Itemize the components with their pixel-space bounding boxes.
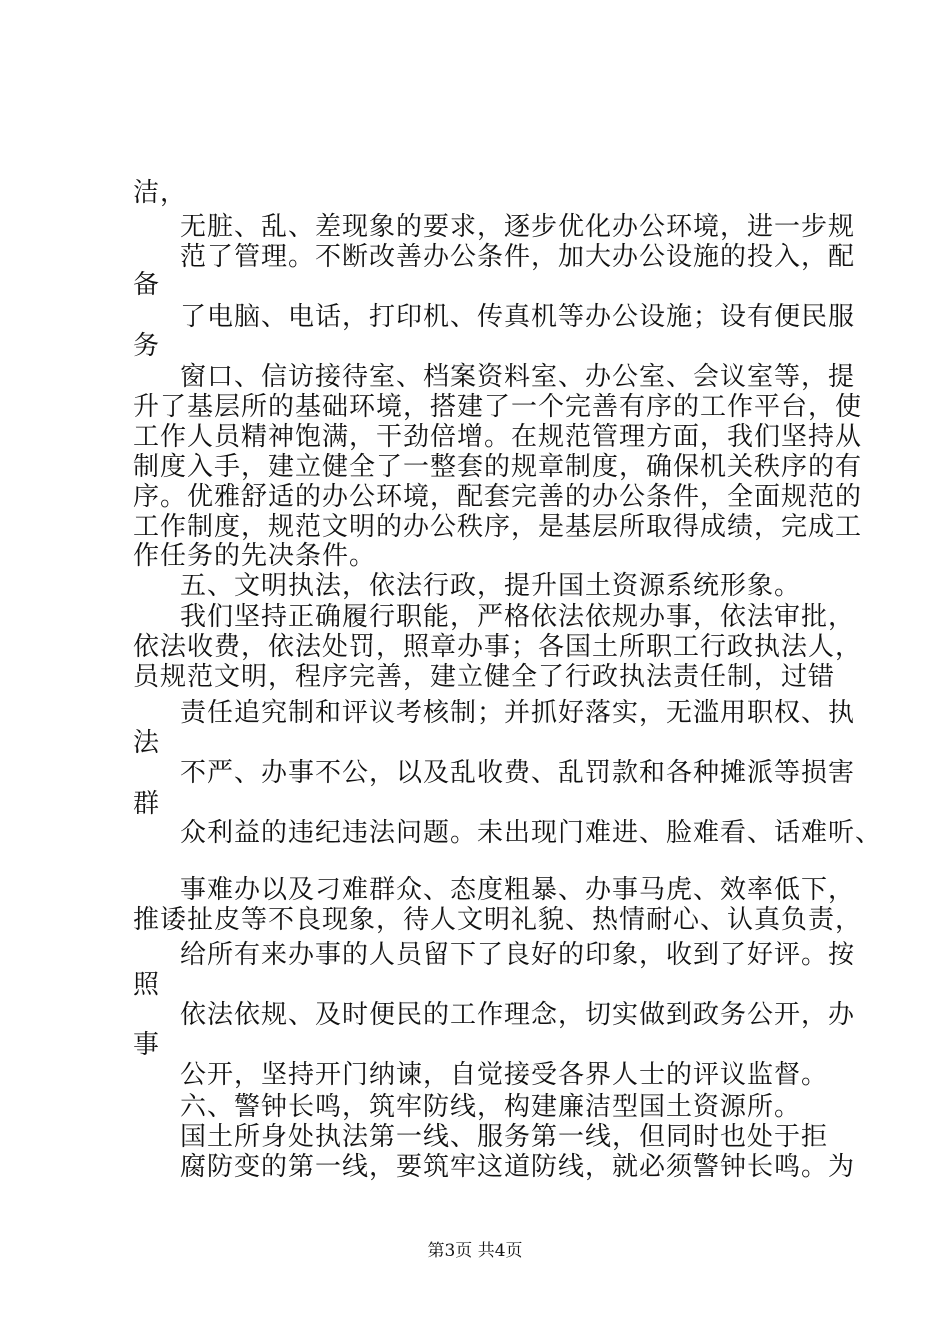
text-line: 我们坚持正确履行职能，严格依法依规办事，依法审批，	[180, 602, 856, 632]
text-line: 腐防变的第一线，要筑牢这道防线，就必须警钟长鸣。为	[180, 1152, 856, 1182]
text-line: 不严、办事不公，以及乱收费、乱罚款和各种摊派等损害	[180, 758, 856, 788]
page-number-footer: 第3页 共4页	[427, 1241, 523, 1261]
text-line: 事难办以及刁难群众、态度粗暴、办事马虎、效率低下，	[180, 875, 856, 905]
text-line: 了电脑、电话，打印机、传真机等办公设施；设有便民服	[180, 302, 856, 332]
section-heading: 五、文明执法，依法行政，提升国土资源系统形象。	[180, 571, 802, 601]
text-line: 国土所身处执法第一线、服务第一线，但同时也处于拒	[180, 1122, 829, 1152]
text-line: 序。优雅舒适的办公环境，配套完善的办公条件，全面规范的	[133, 482, 863, 512]
text-line: 给所有来办事的人员留下了良好的印象，收到了好评。按	[180, 940, 856, 970]
text-line: 洁，	[133, 178, 188, 208]
text-line: 务	[133, 331, 161, 361]
text-line: 众利益的违纪违法问题。未出现门难进、脸难看、话难听、	[180, 818, 883, 848]
text-line: 无脏、乱、差现象的要求，逐步优化办公环境，进一步规	[180, 212, 856, 242]
text-line: 推诿扯皮等不良现象，待人文明礼貌、热情耐心、认真负责，	[133, 905, 863, 935]
text-line: 制度入手，建立健全了一整套的规章制度，确保机关秩序的有	[133, 452, 863, 482]
text-line: 责任追究制和评议考核制；并抓好落实，无滥用职权、执	[180, 698, 856, 728]
text-line: 窗口、信访接待室、档案资料室、办公室、会议室等，提	[180, 362, 856, 392]
text-line: 公开，坚持开门纳谏，自觉接受各界人士的评议监督。	[180, 1060, 829, 1090]
text-line: 升了基层所的基础环境，搭建了一个完善有序的工作平台，使	[133, 392, 863, 422]
text-line: 事	[133, 1030, 161, 1060]
text-line: 员规范文明，程序完善，建立健全了行政执法责任制，过错	[133, 662, 836, 692]
text-line: 群	[133, 789, 161, 819]
text-line: 作任务的先决条件。	[133, 541, 377, 571]
text-line: 依法收费，依法处罚，照章办事；各国土所职工行政执法人，	[133, 632, 863, 662]
text-line: 法	[133, 728, 161, 758]
text-line: 工作制度，规范文明的办公秩序，是基层所取得成绩，完成工	[133, 512, 863, 542]
section-heading: 六、警钟长鸣，筑牢防线，构建廉洁型国土资源所。	[180, 1092, 802, 1122]
text-line: 工作人员精神饱满，干劲倍增。在规范管理方面，我们坚持从	[133, 422, 863, 452]
text-line: 照	[133, 970, 161, 1000]
text-line: 备	[133, 270, 161, 300]
text-line: 范了管理。不断改善办公条件，加大办公设施的投入，配	[180, 242, 856, 272]
text-line: 依法依规、及时便民的工作理念，切实做到政务公开，办	[180, 1000, 856, 1030]
